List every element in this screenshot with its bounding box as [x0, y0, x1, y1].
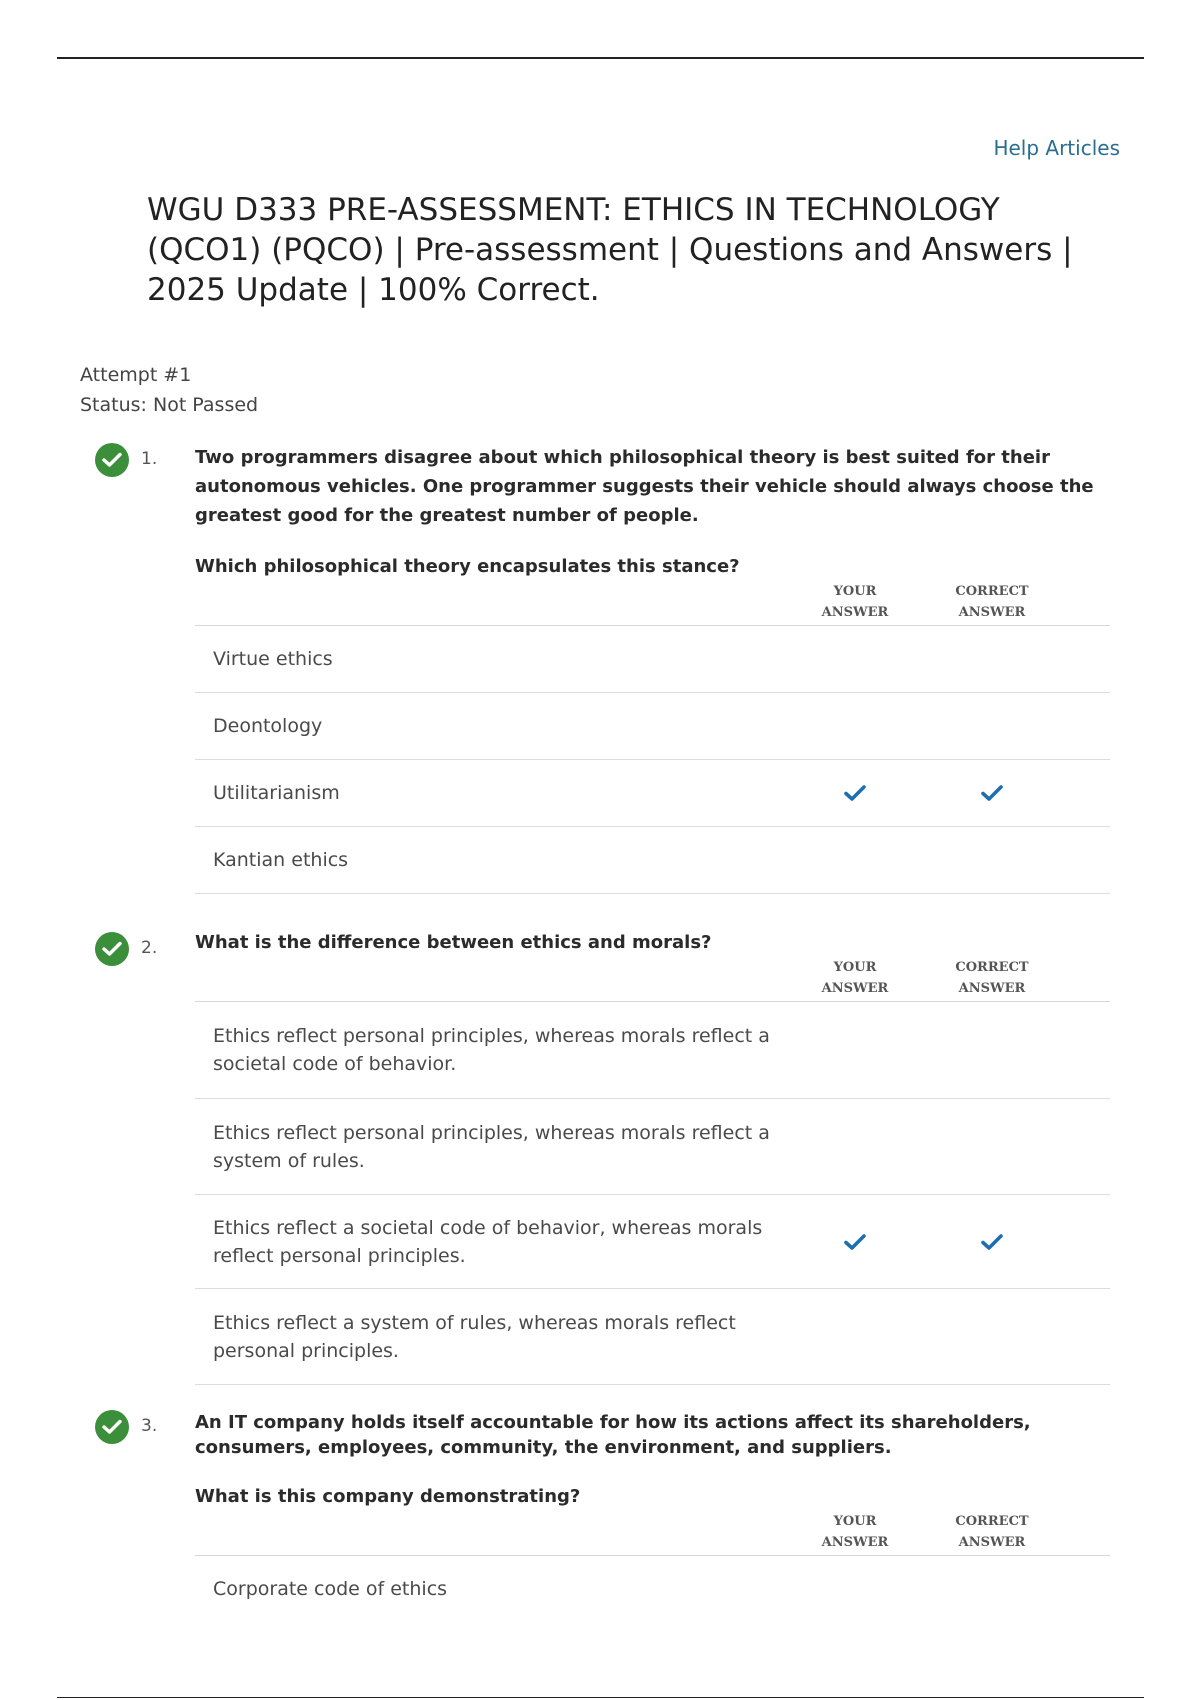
correct-answer-check-icon	[981, 784, 1003, 802]
question-number: 2.	[141, 938, 158, 958]
top-rule	[57, 57, 1144, 59]
answer-option	[195, 1195, 1110, 1289]
question-2	[95, 932, 1110, 1382]
answer-option	[195, 626, 1110, 693]
page-title: WGU D333 PRE-ASSESSMENT: ETHICS IN TECHNOLOGY (QCO1) (PQCO) | Pre-assessment | Questions and Answers | 2025 Update | 100% Correct.	[147, 192, 1073, 308]
answer-text: Virtue ethics	[213, 648, 333, 670]
your-answer-header: YOUR ANSWER	[821, 1514, 889, 1550]
answer-option	[195, 1002, 1110, 1099]
answer-option	[195, 760, 1110, 827]
question-prompt: Which philosophical theory encapsulates this stance?	[195, 556, 740, 577]
question-3	[95, 1410, 1110, 1660]
answer-column-headers	[195, 581, 1110, 626]
question-text: Two programmers disagree about which philosophical theory is best suited for their autonomous vehicles. One programmer suggests their vehicle should always choose the greatest good for the greatest number of people.	[195, 447, 1094, 526]
answer-text: Ethics reflect a system of rules, whereas morals reflect personal principles.	[213, 1311, 736, 1362]
question-body	[195, 443, 1110, 894]
question-body	[195, 1410, 1110, 1622]
help-articles-link[interactable]: Help Articles	[993, 136, 1120, 160]
answer-text: Ethics reflect a societal code of behavior, whereas morals reflect personal principles.	[213, 1216, 763, 1267]
bottom-rule	[57, 1697, 1144, 1698]
answer-column-headers	[195, 1511, 1110, 1556]
your-answer-check-icon	[844, 1233, 866, 1251]
question-body	[195, 932, 1110, 1385]
question-prompt: What is the difference between ethics and morals?	[195, 932, 712, 953]
attempt-info	[80, 360, 258, 420]
answer-column-headers	[195, 957, 1110, 1002]
check-circle-icon	[95, 443, 129, 477]
your-answer-header: YOUR ANSWER	[821, 960, 889, 996]
question-text: An IT company holds itself accountable for how its actions affect its shareholders, consumers, employees, community, the environment, and suppliers.	[195, 1412, 1031, 1458]
check-circle-icon	[95, 932, 129, 966]
answer-option	[195, 827, 1110, 894]
question-number: 3.	[141, 1416, 158, 1436]
question-1	[95, 443, 1110, 908]
correct-answer-header: CORRECT ANSWER	[955, 584, 1029, 620]
correct-answer-header: CORRECT ANSWER	[955, 1514, 1029, 1550]
answer-option	[195, 1289, 1110, 1385]
your-answer-check-icon	[844, 784, 866, 802]
attempt-status: Status: Not Passed	[80, 394, 259, 416]
question-prompt: What is this company demonstrating?	[195, 1486, 581, 1507]
answer-option	[195, 1099, 1110, 1195]
attempt-label: Attempt #1	[80, 364, 192, 386]
your-answer-header: YOUR ANSWER	[821, 584, 889, 620]
answer-option	[195, 1556, 1110, 1622]
question-number: 1.	[141, 449, 158, 469]
answer-text: Utilitarianism	[213, 782, 340, 804]
answer-text: Ethics reflect personal principles, whereas morals reflect a societal code of behavior.	[213, 1025, 770, 1075]
answer-option	[195, 693, 1110, 760]
correct-answer-header: CORRECT ANSWER	[955, 960, 1029, 996]
answer-text: Kantian ethics	[213, 849, 349, 871]
answer-text: Corporate code of ethics	[213, 1578, 448, 1600]
check-circle-icon	[95, 1410, 129, 1444]
answer-text: Deontology	[213, 715, 323, 737]
correct-answer-check-icon	[981, 1233, 1003, 1251]
answer-text: Ethics reflect personal principles, whereas morals reflect a system of rules.	[213, 1121, 770, 1172]
